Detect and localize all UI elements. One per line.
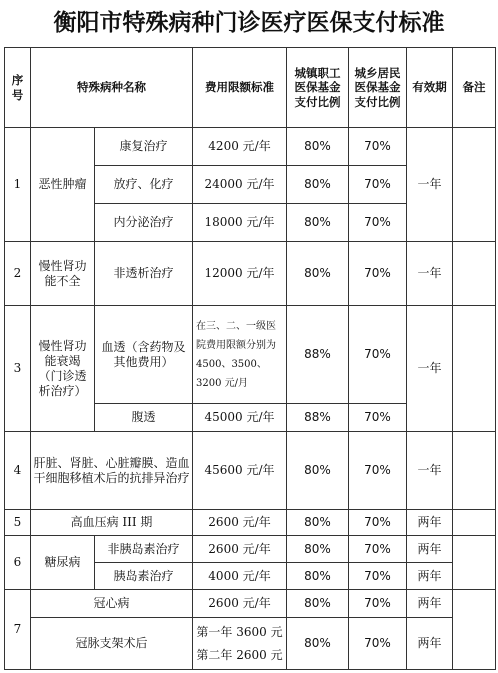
- treatment-name: 康复治疗: [95, 128, 193, 166]
- seq-cell: 4: [5, 432, 31, 510]
- seq-cell: 6: [5, 536, 31, 590]
- urban-rural-ratio: 70%: [349, 563, 407, 590]
- fee-line-second-year: 第二年 2600 元: [196, 647, 283, 662]
- seq-cell: 5: [5, 510, 31, 536]
- disease-name: 慢性肾功能不全: [31, 242, 95, 306]
- fee-line-first-year: 第一年 3600 元: [196, 624, 283, 639]
- validity: 两年: [407, 590, 453, 618]
- urban-rural-ratio: 70%: [349, 618, 407, 670]
- urban-employee-ratio: 88%: [287, 404, 349, 432]
- table-row: [5, 618, 496, 670]
- urban-employee-ratio: 80%: [287, 590, 349, 618]
- header-remark: 备注: [453, 48, 496, 128]
- validity: 一年: [407, 306, 453, 432]
- fee-limit: 在三、二、一级医院费用限额分别为 4500、3500、3200 元/月: [193, 306, 287, 404]
- seq-cell: 3: [5, 306, 31, 432]
- urban-rural-ratio: 70%: [349, 306, 407, 404]
- treatment-name: 血透（含药物及其他费用）: [95, 306, 193, 404]
- urban-employee-ratio: 80%: [287, 536, 349, 563]
- fee-limit: [193, 618, 287, 670]
- urban-rural-ratio: 70%: [349, 242, 407, 306]
- urban-employee-ratio: 80%: [287, 510, 349, 536]
- fee-limit: 2600 元/年: [193, 536, 287, 563]
- validity: 一年: [407, 128, 453, 242]
- remark-cell: [453, 242, 496, 306]
- treatment-name: 非胰岛素治疗: [95, 536, 193, 563]
- urban-rural-ratio: 70%: [349, 128, 407, 166]
- disease-name: 冠心病: [31, 590, 193, 618]
- table-row: [5, 510, 496, 536]
- urban-employee-ratio: 80%: [287, 432, 349, 510]
- fee-limit: 2600 元/年: [193, 590, 287, 618]
- urban-employee-ratio: 80%: [287, 563, 349, 590]
- payment-standard-table: [4, 47, 496, 670]
- remark-cell: [453, 536, 496, 590]
- urban-rural-ratio: 70%: [349, 432, 407, 510]
- treatment-name: 腹透: [95, 404, 193, 432]
- urban-rural-ratio: 70%: [349, 590, 407, 618]
- urban-rural-ratio: 70%: [349, 536, 407, 563]
- disease-name: 糖尿病: [31, 536, 95, 590]
- seq-cell: 7: [5, 590, 31, 670]
- table-row: [5, 306, 496, 404]
- remark-cell: [453, 510, 496, 536]
- fee-limit: 12000 元/年: [193, 242, 287, 306]
- disease-name: 恶性肿瘤: [31, 128, 95, 242]
- fee-limit: 18000 元/年: [193, 204, 287, 242]
- validity: 两年: [407, 510, 453, 536]
- urban-employee-ratio: 80%: [287, 618, 349, 670]
- table-row: [5, 590, 496, 618]
- remark-cell: [453, 306, 496, 432]
- header-fee: 费用限额标准: [193, 48, 287, 128]
- seq-cell: 1: [5, 128, 31, 242]
- page-title: 衡阳市特殊病种门诊医疗医保支付标准: [53, 10, 445, 36]
- header-urban-rural: 城乡居民医保基金支付比例: [349, 48, 407, 128]
- disease-name: 肝脏、肾脏、心脏瓣膜、造血干细胞移植术后的抗排异治疗: [31, 432, 193, 510]
- validity: 两年: [407, 536, 453, 563]
- remark-cell: [453, 590, 496, 670]
- table-row: [5, 242, 496, 306]
- urban-rural-ratio: 70%: [349, 204, 407, 242]
- validity: 两年: [407, 563, 453, 590]
- disease-name: 冠脉支架术后: [31, 618, 193, 670]
- validity: 一年: [407, 432, 453, 510]
- treatment-name: 放疗、化疗: [95, 166, 193, 204]
- table-row: [5, 536, 496, 563]
- treatment-name: 内分泌治疗: [95, 204, 193, 242]
- header-row: [5, 48, 496, 128]
- remark-cell: [453, 128, 496, 242]
- urban-rural-ratio: 70%: [349, 166, 407, 204]
- urban-rural-ratio: 70%: [349, 510, 407, 536]
- header-validity: 有效期: [407, 48, 453, 128]
- table-row: [5, 432, 496, 510]
- fee-limit: 4200 元/年: [193, 128, 287, 166]
- urban-rural-ratio: 70%: [349, 404, 407, 432]
- validity: 一年: [407, 242, 453, 306]
- disease-name: 慢性肾功能衰竭（门诊透析治疗）: [31, 306, 95, 432]
- urban-employee-ratio: 80%: [287, 128, 349, 166]
- fee-limit: 2600 元/年: [193, 510, 287, 536]
- remark-cell: [453, 432, 496, 510]
- fee-limit: 24000 元/年: [193, 166, 287, 204]
- urban-employee-ratio: 88%: [287, 306, 349, 404]
- disease-name: 高血压病 III 期: [31, 510, 193, 536]
- validity: 两年: [407, 618, 453, 670]
- table-row: [5, 128, 496, 166]
- fee-limit: 4000 元/年: [193, 563, 287, 590]
- seq-cell: 2: [5, 242, 31, 306]
- fee-limit: 45000 元/年: [193, 404, 287, 432]
- treatment-name: 胰岛素治疗: [95, 563, 193, 590]
- urban-employee-ratio: 80%: [287, 166, 349, 204]
- urban-employee-ratio: 80%: [287, 242, 349, 306]
- header-urban-employee: 城镇职工医保基金支付比例: [287, 48, 349, 128]
- header-disease: 特殊病种名称: [31, 48, 193, 128]
- header-seq: 序号: [5, 48, 31, 128]
- fee-limit: 45600 元/年: [193, 432, 287, 510]
- treatment-name: 非透析治疗: [95, 242, 193, 306]
- urban-employee-ratio: 80%: [287, 204, 349, 242]
